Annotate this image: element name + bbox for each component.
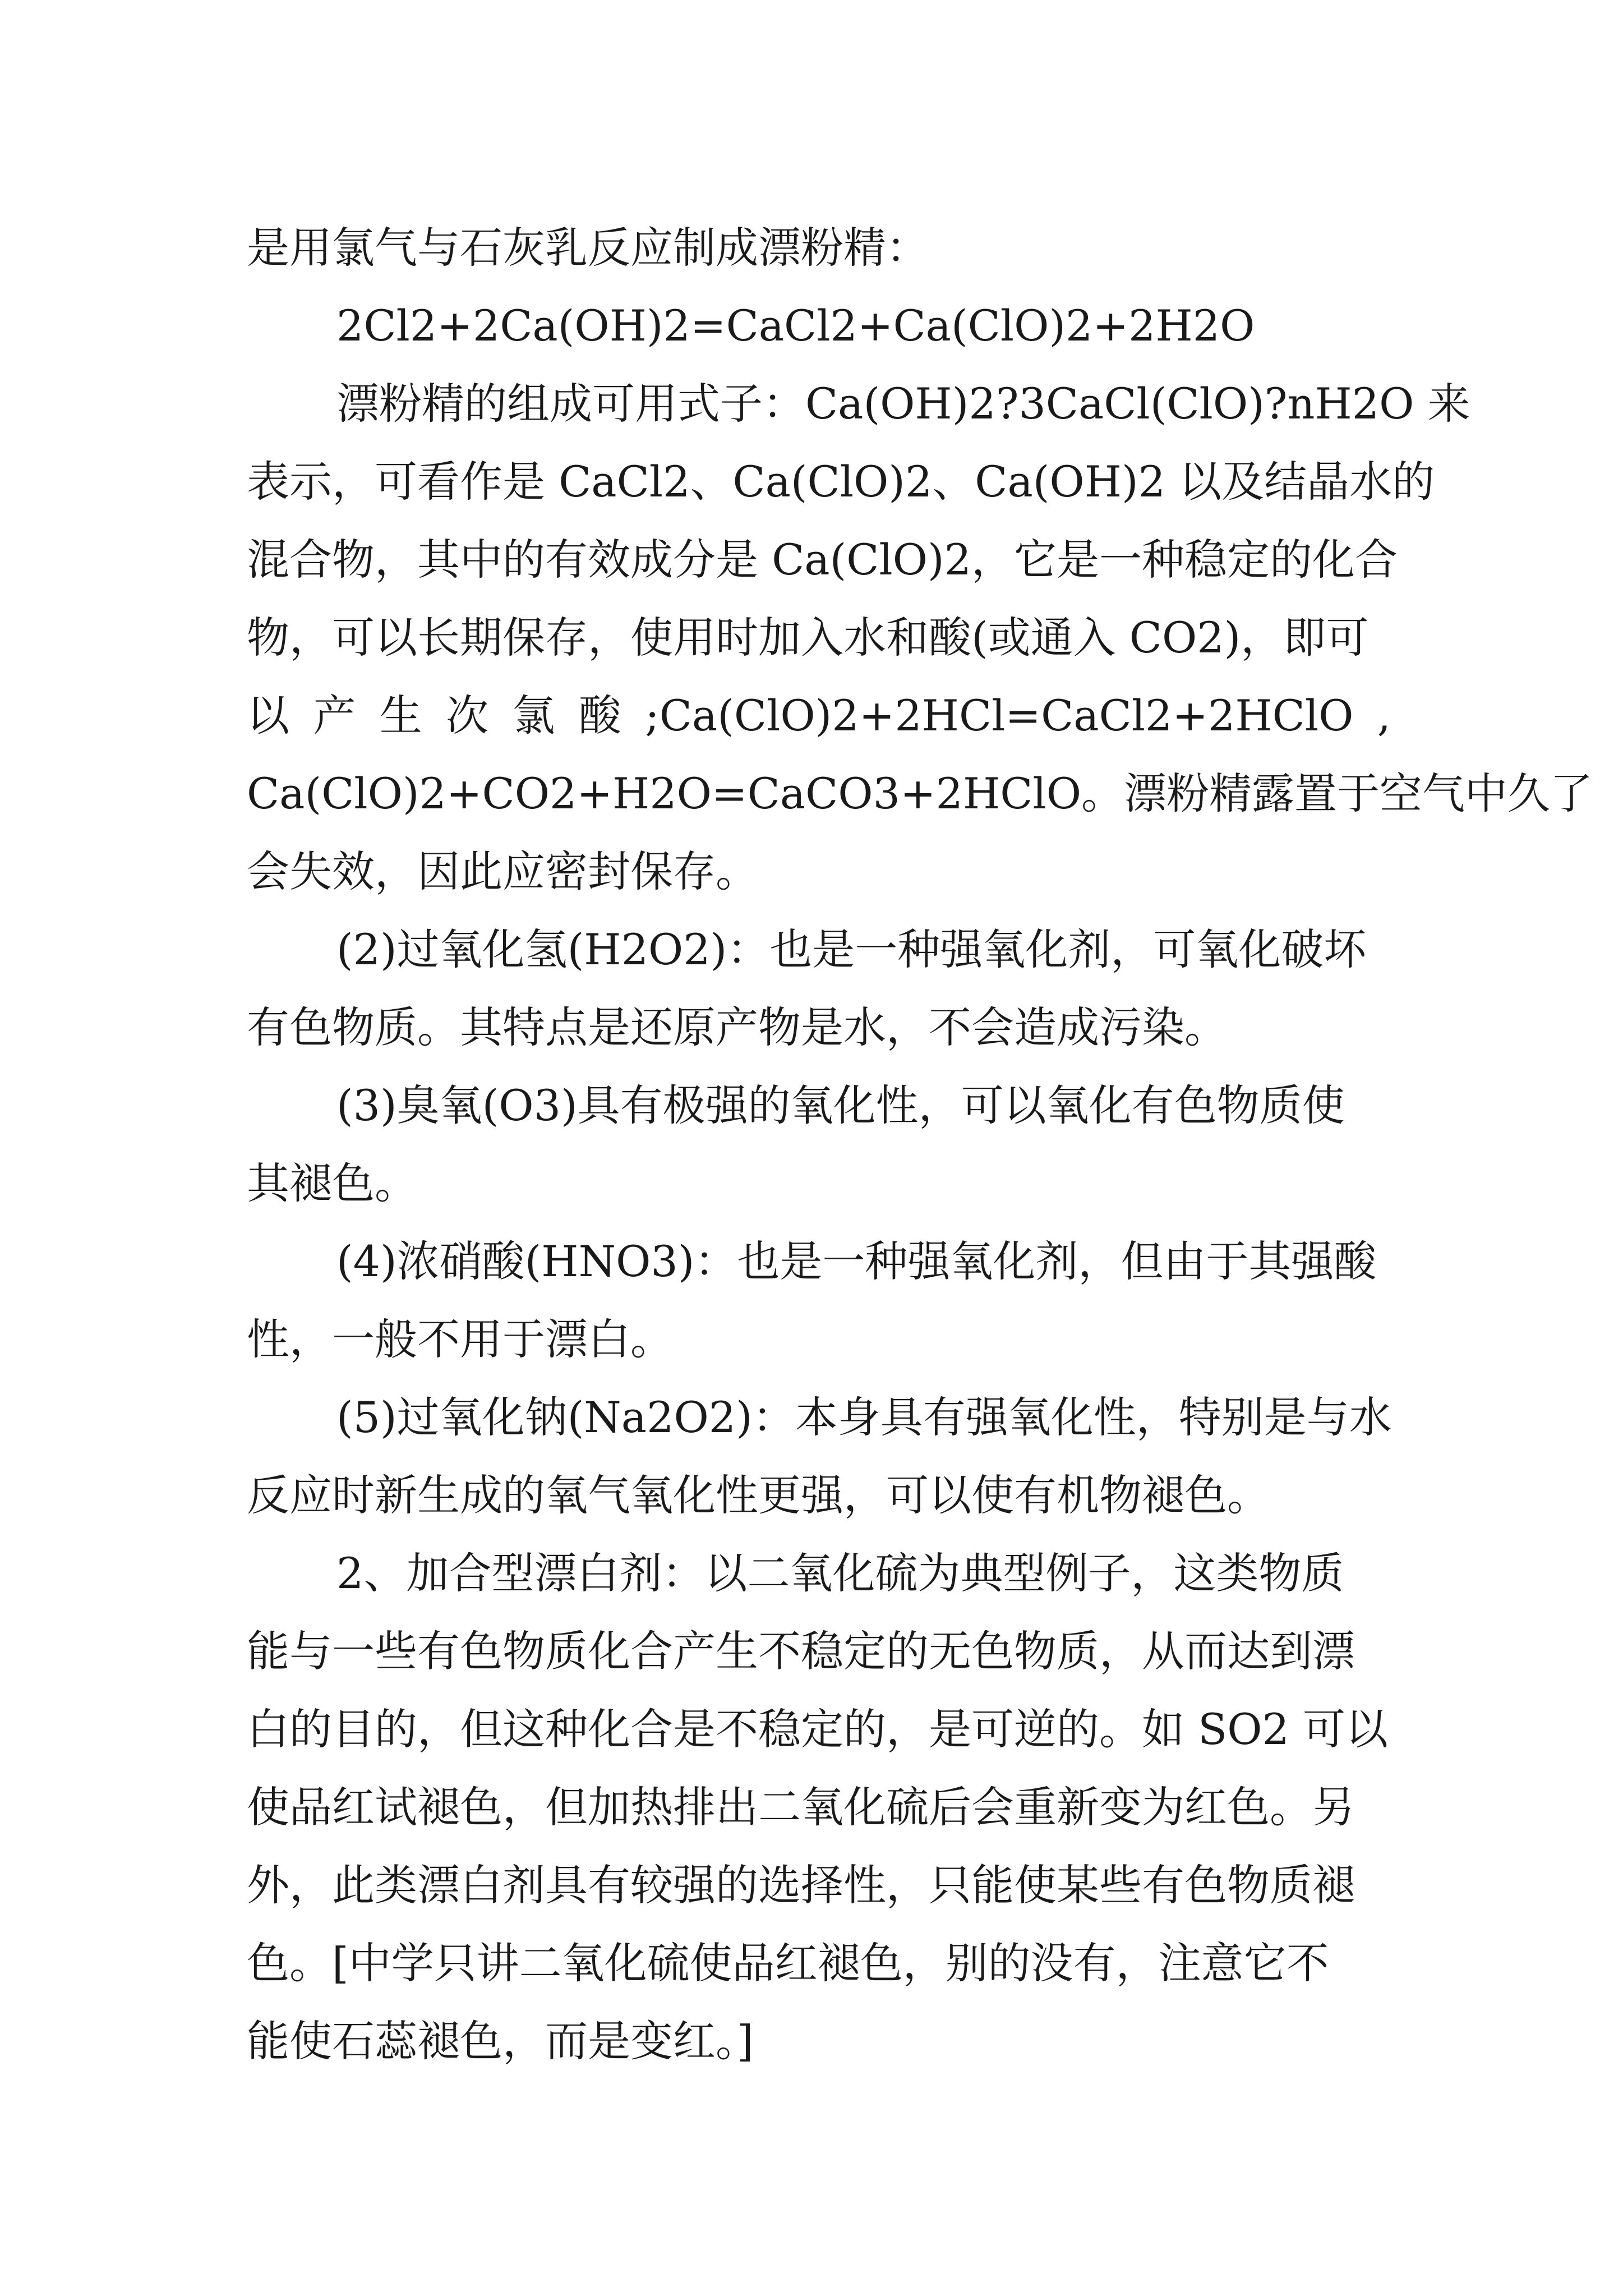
justified-text-line — [247, 677, 1391, 754]
text-line: 混合物，其中的有效成分是 Ca(ClO)2，它是一种稳定的化合 — [247, 535, 1398, 585]
paragraph-start-line: (2)过氧化氢(H2O2)：也是一种强氧化剂，可氧化破坏 — [336, 924, 1367, 974]
text-line: 物，可以长期保存，使用时加入水和酸(或通入 CO2)，即可 — [247, 613, 1369, 662]
text-segment: 产 — [313, 691, 356, 740]
text-segment: 酸 — [578, 691, 621, 740]
text-line: Ca(ClO)2+CO2+H2O=CaCO3+2HClO。漂粉精露置于空气中久了 — [247, 769, 1593, 818]
paragraph-start-line: (3)臭氧(O3)具有极强的氧化性，可以氧化有色物质使 — [336, 1080, 1345, 1130]
text-line: 会失效，因此应密封保存。 — [247, 846, 758, 896]
text-line: 性，一般不用于漂白。 — [247, 1314, 673, 1364]
text-segment: ;Ca(ClO)2+2HCl=CaCl2+2HClO — [645, 691, 1354, 740]
text-line: 表示，可看作是 CaCl2、Ca(ClO)2、Ca(OH)2 以及结晶水的 — [247, 457, 1435, 507]
paragraph-start-line: (4)浓硝酸(HNO3)：也是一种强氧化剂，但由于其强酸 — [336, 1236, 1377, 1286]
text-segment: , — [1377, 691, 1391, 740]
text-line: 能与一些有色物质化合产生不稳定的无色物质，从而达到漂 — [247, 1626, 1355, 1676]
text-line: 色。[中学只讲二氧化硫使品红褪色，别的没有，注意它不 — [247, 1938, 1329, 1988]
text-line: 使品红试褪色，但加热排出二氧化硫后会重新变为红色。另 — [247, 1782, 1355, 1832]
text-line: 是用氯气与石灰乳反应制成漂粉精： — [247, 223, 929, 273]
text-line: 能使石蕊褪色，而是变红。] — [247, 2016, 754, 2066]
document-body — [247, 209, 1593, 2080]
paragraph-start-line: (5)过氧化钠(Na2O2)：本身具有强氧化性，特别是与水 — [336, 1392, 1392, 1442]
text-line: 白的目的，但这种化合是不稳定的，是可逆的。如 SO2 可以 — [247, 1704, 1389, 1754]
paragraph-start-line: 漂粉精的组成可用式子：Ca(OH)2?3CaCl(ClO)?nH2O 来 — [336, 379, 1470, 429]
text-segment: 以 — [247, 691, 289, 740]
paragraph-start-line: 2、加合型漂白剂：以二氧化硫为典型例子，这类物质 — [336, 1548, 1344, 1598]
text-segment: 氯 — [512, 691, 555, 740]
text-line: 外，此类漂白剂具有较强的选择性，只能使某些有色物质褪 — [247, 1860, 1355, 1910]
text-line: 其褪色。 — [247, 1158, 417, 1208]
text-segment: 生 — [379, 691, 422, 740]
text-line: 有色物质。其特点是还原产物是水，不会造成污染。 — [247, 1002, 1227, 1052]
equation-line: 2Cl2+2Ca(OH)2=CaCl2+Ca(ClO)2+2H2O — [336, 301, 1255, 351]
text-segment: 次 — [446, 691, 489, 740]
text-line: 反应时新生成的氧气氧化性更强，可以使有机物褪色。 — [247, 1470, 1270, 1520]
